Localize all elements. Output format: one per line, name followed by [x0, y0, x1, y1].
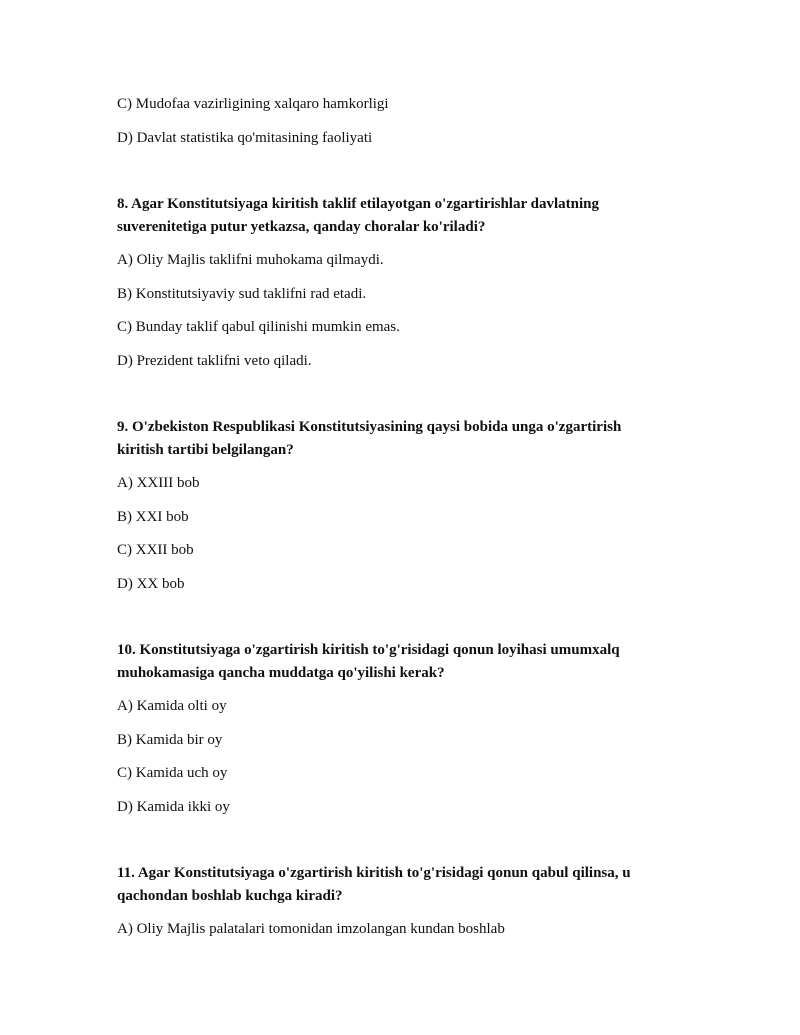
- option-text: B) Kamida bir oy: [117, 731, 223, 748]
- option-text: A) XXIII bob: [117, 475, 200, 491]
- option-text: C) Mudofaa vazirligining xalqaro hamkorligi: [117, 96, 389, 112]
- option-text: C) Bunday taklif qabul qilinishi mumkin emas.: [117, 319, 400, 335]
- question-text: [117, 862, 677, 907]
- option-text: C) Kamida uch oy: [117, 765, 228, 781]
- option-text: D) Davlat statistika qo'mitasining faoliyati: [117, 129, 373, 146]
- option-text: C) XXII bob: [117, 542, 194, 558]
- question-text-line: suverenitetiga putur yetkazsa, qanday choralar ko'riladi?: [117, 218, 486, 235]
- option-text: A) Oliy Majlis taklifni muhokama qilmaydi.: [117, 252, 384, 268]
- question-text-line: qachondan boshlab kuchga kiradi?: [117, 887, 343, 904]
- document-page: [117, 93, 677, 952]
- question-block-8: [117, 193, 677, 372]
- question-text: [117, 193, 677, 238]
- question-text-line: 11. Agar Konstitutsiyaga o'zgartirish kiritish to'g'risidagi qonun qabul qilinsa, u: [117, 865, 631, 881]
- question-text: [117, 416, 677, 461]
- spacer: [117, 160, 677, 193]
- option-text: B) XXI bob: [117, 508, 189, 525]
- spacer: [117, 606, 677, 639]
- question-text-line: 9. O'zbekiston Respublikasi Konstitutsiyasining qaysi bobida unga o'zgartirish: [117, 419, 622, 435]
- option-text: D) Prezident taklifni veto qiladi.: [117, 352, 312, 369]
- spacer: [117, 383, 677, 416]
- question-block-9: [117, 416, 677, 595]
- question-block-11: [117, 862, 677, 940]
- question-text-line: muhokamasiga qancha muddatga qo'yilishi kerak?: [117, 664, 445, 681]
- option-text: D) Kamida ikki oy: [117, 798, 230, 815]
- question-text: [117, 639, 677, 684]
- question-text-line: 10. Konstitutsiyaga o'zgartirish kiritish to'g'risidagi qonun loyihasi umumxalq: [117, 642, 620, 658]
- question-text-line: kiritish tartibi belgilangan?: [117, 441, 294, 458]
- option-text: B) Konstitutsiyaviy sud taklifni rad etadi.: [117, 285, 367, 302]
- question-text-line: 8. Agar Konstitutsiyaga kiritish taklif etilayotgan o'zgartirishlar davlatning: [117, 196, 599, 212]
- option-text: A) Kamida olti oy: [117, 698, 227, 714]
- option-text: D) XX bob: [117, 575, 185, 592]
- spacer: [117, 829, 677, 862]
- question-block-10: [117, 639, 677, 818]
- option-text: A) Oliy Majlis palatalari tomonidan imzolangan kundan boshlab: [117, 921, 505, 937]
